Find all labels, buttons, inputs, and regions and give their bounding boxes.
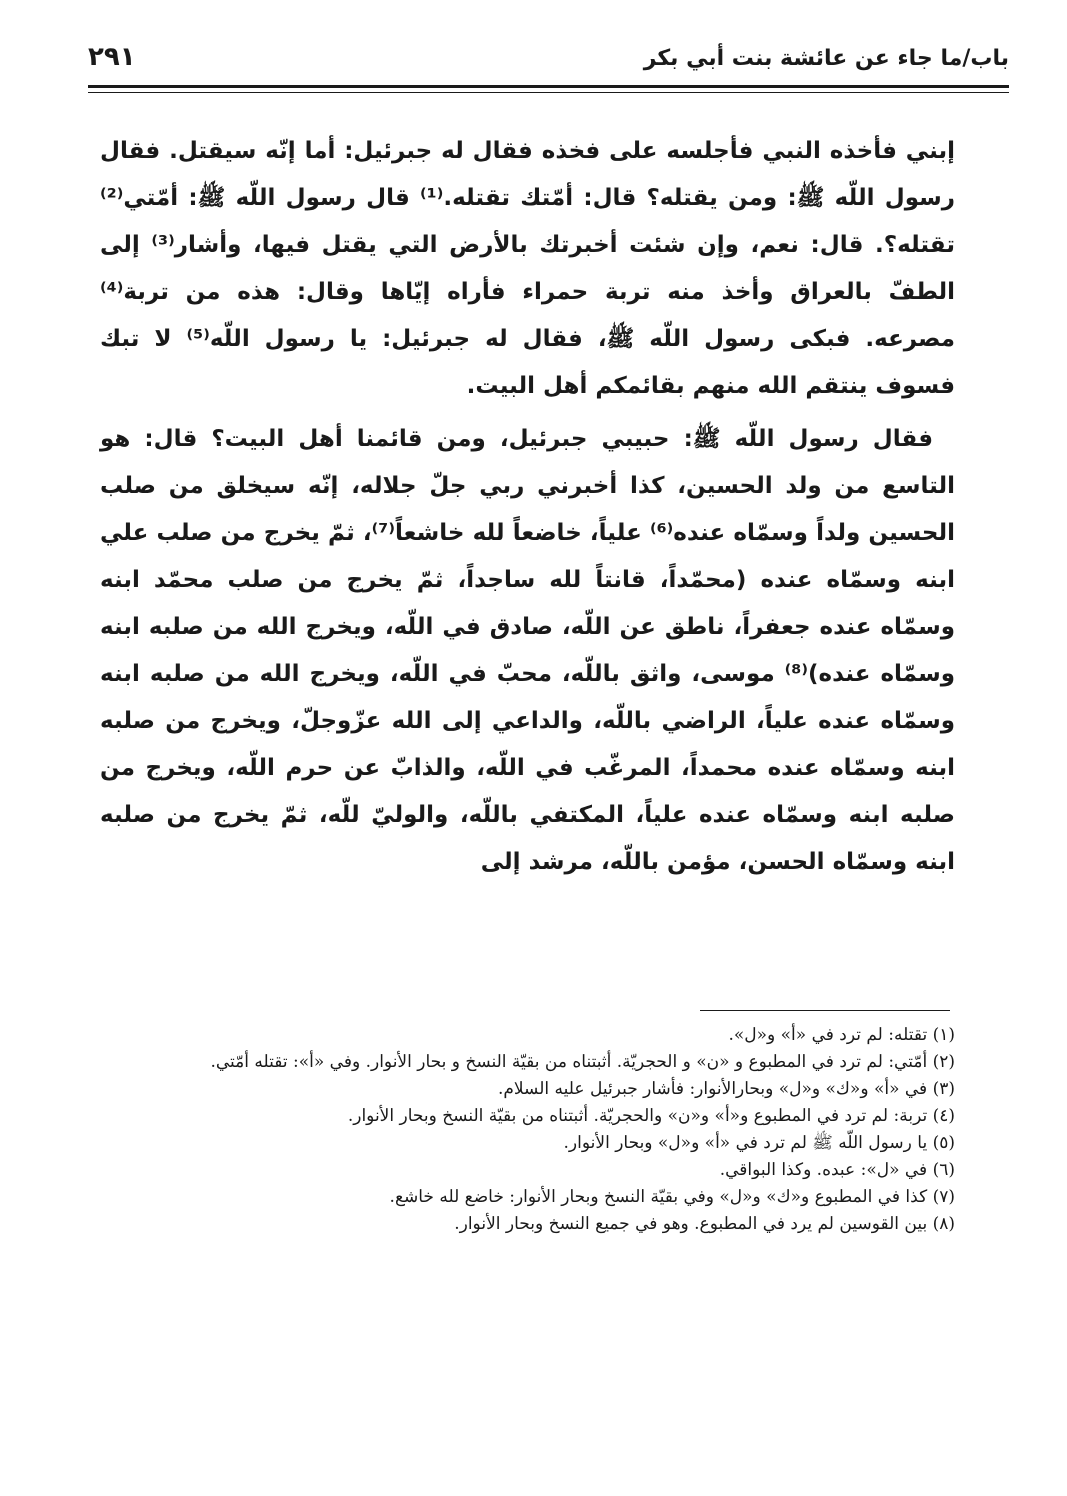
paragraph-1: إبني فأخذه النبي فأجلسه على فخذه فقال له جبرئيل: أما إنّه سيقتل. فقال رسول اللّه ﷺ: ومن يقتله؟ قال: أمّتك تقتله.⁽¹⁾ قال رسول اللّه ﷺ: أمّتي⁽²⁾ تقتله؟. قال: نعم، وإن شئت أخبرتك بالأرض التي يقتل فيها، وأشار⁽³⁾ إلى الطفّ بالعراق وأخذ منه تربة حمراء فأراه إيّاها وقال: هذه من تربة⁽⁴⁾ مصرعه. فبكى رسول اللّه ﷺ، فقال له جبرئيل: يا رسول اللّه⁽⁵⁾ لا تبك فسوف ينتقم الله منهم بقائمكم أهل البيت. xyxy=(100,138,955,399)
page-header xyxy=(88,40,1009,88)
footnote-separator xyxy=(700,1010,950,1011)
footnote-6: (٦) في «ل»: عبده. وكذا البواقي. xyxy=(719,1160,955,1180)
page-number: ٢٩١ xyxy=(88,42,136,72)
footnote-1: (١) تقتله: لم ترد في «أ» و«ل». xyxy=(728,1025,955,1045)
footnote-3: (٣) في «أ» و«ك» و«ل» وبحارالأنوار: فأشار جبرئيل عليه السلام. xyxy=(497,1079,955,1099)
footnote-2: (٢) أمّتي: لم ترد في المطبوع و «ن» و الحجريّة. أثبتناه من بقيّة النسخ و بحار الأنوار. وفي «أ»: تقتله أمّتي. xyxy=(210,1052,955,1072)
footnote-5: (٥) يا رسول اللّه ﷺ لم ترد في «أ» و«ل» وبحار الأنوار. xyxy=(563,1133,955,1153)
header-rule-thick xyxy=(88,85,1009,88)
paragraph-2: فقال رسول اللّه ﷺ: حبيبي جبرئيل، ومن قائمنا أهل البيت؟ قال: هو التاسع من ولد الحسين، كذا أخبرني ربي جلّ جلاله، إنّه سيخلق من صلب الحسين ولداً وسمّاه عنده⁽⁶⁾ علياً، خاضعاً لله خاشعاً⁽⁷⁾، ثمّ يخرج من صلب علي ابنه وسمّاه عنده (محمّداً، قانتاً لله ساجداً، ثمّ يخرج من صلب محمّد ابنه وسمّاه عنده جعفراً، ناطق عن اللّه، صادق في اللّه، ويخرج الله من صلبه ابنه وسمّاه عنده)⁽⁸⁾ موسى، واثق باللّه، محبّ في اللّه، ويخرج الله من صلبه ابنه وسمّاه عنده علياً، الراضي باللّه، والداعي إلى الله عزّوجلّ، ويخرج من صلبه ابنه وسمّاه عنده محمداً، المرغّب في اللّه، والذابّ عن حرم اللّه، ويخرج من صلبه ابنه وسمّاه عنده علياً، المكتفي باللّه، والوليّ للّه، ثمّ يخرج من صلبه ابنه وسمّاه الحسن، مؤمن باللّه، مرشد إلى xyxy=(100,426,956,875)
main-text xyxy=(100,128,955,886)
running-title: باب/ما جاء عن عائشة بنت أبي بكر xyxy=(643,46,1009,71)
footnote-8: (٨) بين القوسين لم يرد في المطبوع. وهو في جميع النسخ وبحار الأنوار. xyxy=(454,1214,955,1234)
footnote-4: (٤) تربة: لم ترد في المطبوع و«أ» و«ن» والحجريّة. أثبتناه من بقيّة النسخ وبحار الأنوار. xyxy=(347,1106,955,1126)
header-rule-thin xyxy=(88,92,1009,93)
footnotes xyxy=(100,1022,955,1238)
footnote-7: (٧) كذا في المطبوع و«ك» و«ل» وفي بقيّة النسخ وبحار الأنوار: خاضع لله خاشع. xyxy=(389,1187,955,1207)
